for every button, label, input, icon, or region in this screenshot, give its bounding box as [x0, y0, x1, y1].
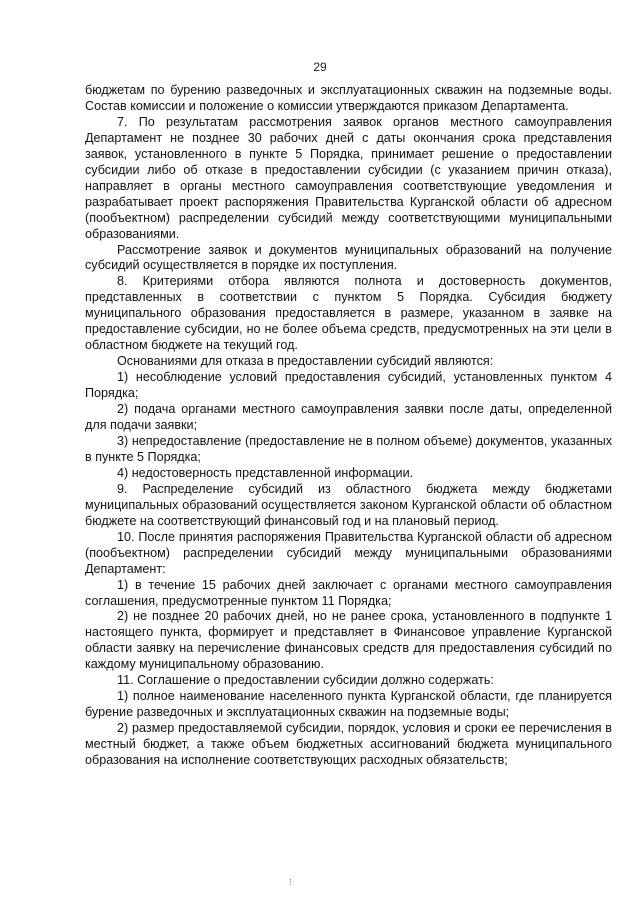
paragraph: бюджетам по бурению разведочных и эксплуатационных скважин на подземные воды. Состав комиссии и положение о комиссии утверждаются приказом Департамента. [85, 83, 612, 113]
paragraph: 7. По результатам рассмотрения заявок органов местного самоуправления Департамент не позднее 30 рабочих дней с даты окончания срока представления заявок, установленного в пункте 5 Порядка, принимает решение о предоставлении субсидии либо об отказе в предоставлении субсидии (с указанием причин отказа), направляет в органы местного самоуправления соответствующие уведомления и разрабатывает проект распоряжения Правительства Курганской области об адресном (пообъектном) распределении субсидий между соответствующими муниципальными образованиями. [85, 114, 612, 241]
paragraph: 8. Критериями отбора являются полнота и достоверность документов, представленных в соответствии с пунктом 5 Порядка. Субсидия бюджету муниципального образования предоставляется в размере, указанном в заявке на предоставление субсидии, но не более объема средств, предусмотренных на эти цели в областном бюджете на текущий год. [85, 274, 612, 353]
paragraph: 2) не позднее 20 рабочих дней, но не ранее срока, установленного в подпункте 1 настоящего пункта, формирует и представляет в Финансовое управление Курганской области заявку на перечисление финансовых средств для предоставления субсидий по каждому муниципальному образованию. [85, 609, 612, 672]
paragraph: Рассмотрение заявок и документов муниципальных образований на получение субсидий осуществляется в порядке их поступления. [85, 242, 612, 273]
paragraph: 10. После принятия распоряжения Правительства Курганской области об адресном (пообъектном) распределении субсидий между муниципальными образованиями Департамент: [85, 529, 612, 576]
document-body [85, 83, 612, 769]
paragraph: 4) недостоверность представленной информации. [117, 465, 414, 480]
paragraph: 1) несоблюдение условий предоставления субсидий, установленных пунктом 4 Порядка; [85, 370, 612, 401]
paragraph: 9. Распределение субсидий из областного бюджета между бюджетами муниципальных образований осуществляется законом Курганской области об областном бюджете на соответствующий финансовый год и на плановый период. [85, 481, 612, 528]
page-number: 29 [313, 60, 327, 74]
paragraph: Основаниями для отказа в предоставлении субсидий являются: [117, 354, 494, 369]
paragraph: 1) полное наименование населенного пункта Курганской области, где планируется бурение разведочных и эксплуатационных скважин на подземные воды; [85, 689, 612, 720]
paragraph: 2) размер предоставляемой субсидии, порядок, условия и сроки ее перечисления в местный бюджет, а также объем бюджетных ассигнований бюджета муниципального образования на исполнение соответствующих расходных обязательств; [85, 721, 612, 768]
paragraph: 11. Соглашение о предоставлении субсидии должно содержать: [117, 673, 494, 688]
paragraph: 2) подача органами местного самоуправления заявки после даты, определенной для подачи заявки; [85, 402, 612, 433]
paragraph: 3) непредоставление (предоставление не в полном объеме) документов, указанных в пункте 5 Порядка; [85, 433, 612, 464]
scan-speck: ⁝ [289, 878, 292, 888]
paragraph: 1) в течение 15 рабочих дней заключает с органами местного самоуправления соглашения, предусмотренные пунктом 11 Порядка; [85, 577, 612, 608]
